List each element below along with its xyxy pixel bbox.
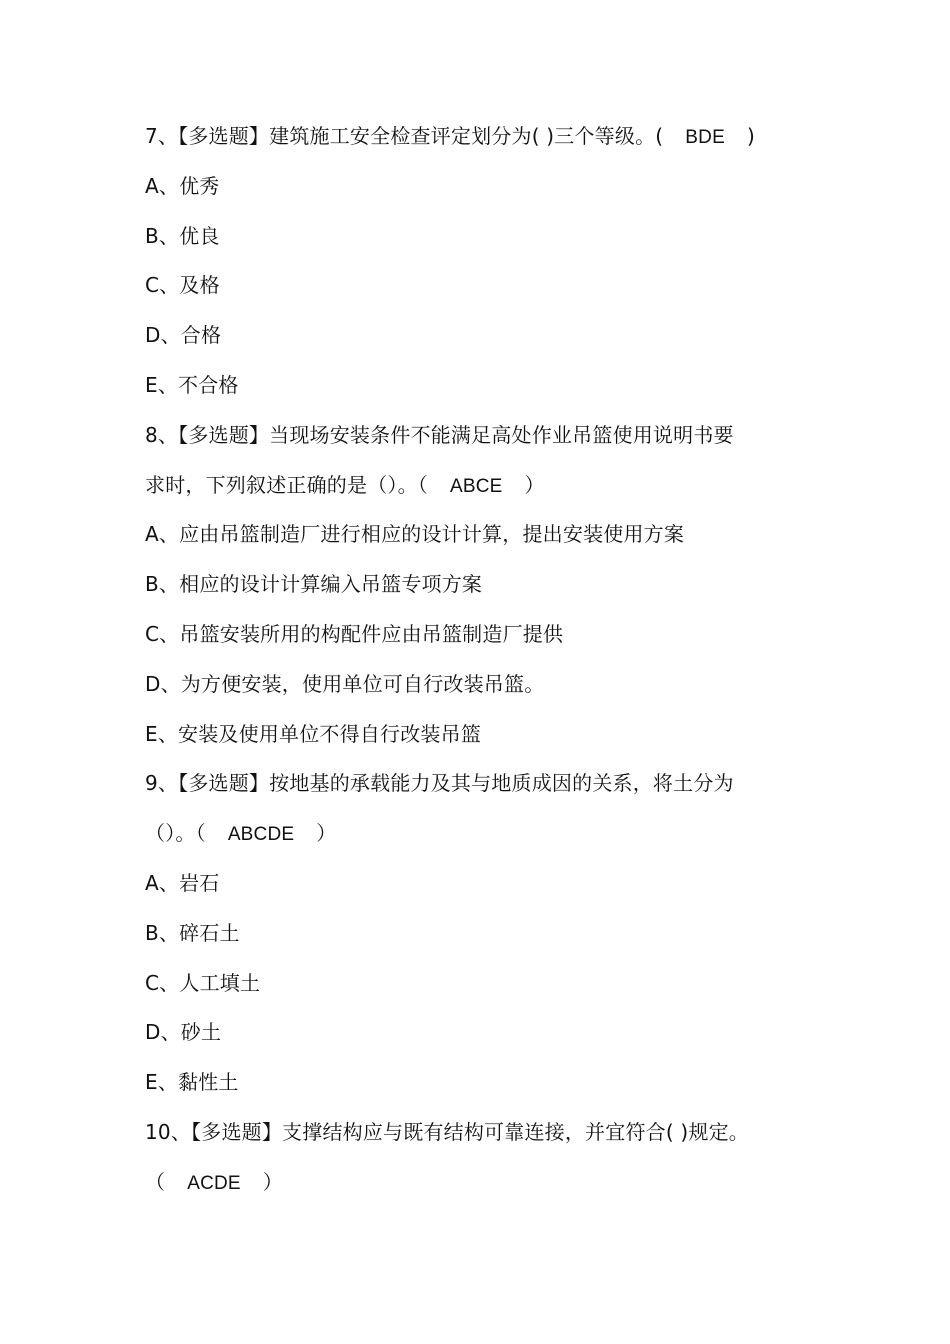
question-8-option-d: D、为方便安装，使用单位可自行改装吊篮。 <box>145 671 545 696</box>
question-list <box>145 112 825 1208</box>
question-7-option-b: B、优良 <box>145 223 220 248</box>
question-9-stem-line-2 <box>145 809 825 859</box>
question-9-stem-tail: ） <box>316 821 337 846</box>
question-10-stem-tail: ） <box>262 1169 283 1194</box>
question-7-option-d: D、合格 <box>145 323 222 348</box>
question-9-option-a: A、岩石 <box>145 870 220 895</box>
question-8-option-e: E、安装及使用单位不得自行改装吊篮 <box>145 721 482 746</box>
question-9-option-b: B、碎石土 <box>145 920 240 945</box>
question-8-option-b: B、相应的设计计算编入吊篮专项方案 <box>145 572 483 597</box>
question-8-option-a: A、应由吊篮制造厂进行相应的设计计算，提出安装使用方案 <box>145 522 685 547</box>
question-7-answer: BDE <box>685 127 725 148</box>
question-7-option-e: E、不合格 <box>145 372 239 397</box>
question-8-stem-line-1: 8、【多选题】当现场安装条件不能满足高处作业吊篮使用说明书要 <box>145 422 734 447</box>
question-10-stem-line-2 <box>145 1158 825 1208</box>
question-9-answer: ABCDE <box>227 824 295 846</box>
question-7-stem-text: 7、【多选题】建筑施工安全检查评定划分为( )三个等级。( <box>145 124 664 148</box>
question-8-stem-tail: ） <box>524 472 545 497</box>
question-10-stem-text: （ <box>145 1169 166 1194</box>
question-7-stem-tail: ) <box>746 124 755 148</box>
question-9-stem-line-1: 9、【多选题】按地基的承载能力及其与地质成因的关系，将土分为 <box>145 771 734 796</box>
question-10-stem-line-1: 10、【多选题】支撑结构应与既有结构可靠连接，并宜符合( )规定。 <box>145 1119 750 1144</box>
question-9-option-d: D、砂土 <box>145 1020 222 1045</box>
question-7-option-a: A、优秀 <box>145 173 220 198</box>
question-10-answer: ACDE <box>187 1172 241 1194</box>
question-9-option-c: C、人工填土 <box>145 970 261 995</box>
question-8-answer: ABCE <box>450 475 503 497</box>
question-8-option-c: C、吊篮安装所用的构配件应由吊篮制造厂提供 <box>145 621 564 646</box>
question-7-option-c: C、及格 <box>145 273 220 298</box>
question-8-stem-line-2 <box>145 461 825 511</box>
question-8-stem-text: 求时，下列叙述正确的是（）。（ <box>145 472 428 497</box>
question-9-option-e: E、黏性土 <box>145 1070 239 1095</box>
question-9-stem-text: （）。（ <box>145 821 206 846</box>
question-7-stem <box>145 112 825 162</box>
